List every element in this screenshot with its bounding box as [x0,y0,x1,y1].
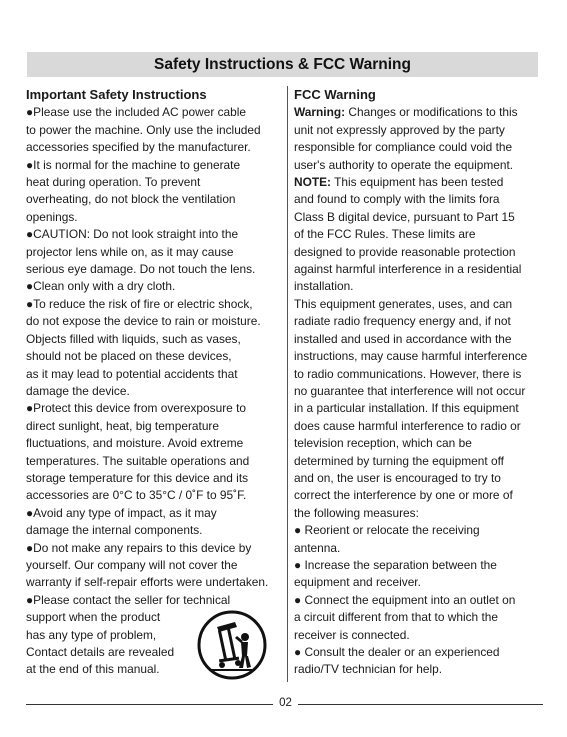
note-line [294,174,546,191]
safety-line: ●It is normal for the machine to generate [26,157,241,172]
fcc-warning-column [294,86,546,679]
note-line: no guarantee that interference will not occur [294,383,526,398]
safety-instructions-column [26,86,284,679]
note-line: This equipment generates, uses, and can [294,296,513,311]
note-first-text: This equipment has been tested [331,175,504,190]
note-line: Class B digital device, pursuant to Part 15 [294,209,515,224]
note-text [294,191,546,678]
column-divider [287,86,288,682]
safety-line: damage the device. [26,383,130,398]
safety-text [26,104,284,678]
page-number: 02 [279,697,292,709]
note-line: determined by turning the equipment off [294,453,504,468]
note-line: and found to comply with the limits fora [294,192,500,207]
cart-tip-over-warning-icon [197,610,267,680]
note-line: instructions, may cause harmful interference [294,349,528,364]
safety-line: ●Protect this device from overexposure to [26,401,246,416]
safety-line: serious eye damage. Do not touch the lens. [26,262,256,277]
safety-line: ●CAUTION: Do not look straight into the [26,227,239,242]
footer-rule-left [26,704,273,705]
safety-line: has any type of problem, [26,627,157,642]
safety-line: ●Please contact the seller for technical [26,592,231,607]
safety-line: support when the product [26,610,161,625]
warning-line: responsible for compliance could void the [294,140,513,155]
safety-line: to power the machine. Only use the included [26,122,261,137]
note-line: television reception, which can be [294,436,472,451]
safety-line: Objects filled with liquids, such as vases, [26,331,241,346]
safety-line: ●Clean only with a dry cloth. [26,279,176,294]
note-line: designed to provide reasonable protection [294,244,516,259]
safety-line: direct sunlight, heat, big temperature [26,418,220,433]
safety-line: ●Do not make any repairs to this device by [26,540,252,555]
fcc-heading: FCC Warning [294,87,376,102]
safety-line: as it may lead to potential accidents that [26,366,238,381]
safety-line: ●To reduce the risk of fire or electric shock, [26,296,253,311]
warning-line: user's authority to operate the equipment. [294,157,514,172]
safety-line: storage temperature for this device and its [26,470,249,485]
note-line: correct the interference by one or more of [294,488,513,503]
safety-line: ●Please use the included AC power cable [26,105,247,120]
warning-first-text: Changes or modifications to this [345,105,518,120]
note-label: NOTE: [294,175,331,190]
note-line: equipment and receiver. [294,575,421,590]
warning-line [294,104,546,121]
note-line: of the FCC Rules. These limits are [294,227,476,242]
safety-line: Contact details are revealed [26,645,175,659]
note-line: against harmful interference in a residential [294,262,522,277]
warning-line: unit not expressly approved by the party [294,122,505,137]
safety-line: yourself. Our company will not cover the [26,557,238,572]
safety-line: heat during operation. To prevent [26,175,201,190]
note-line: ● Connect the equipment into an outlet on [294,592,516,607]
safety-line: overheating, do not block the ventilation [26,192,236,207]
note-line: ● Consult the dealer or an experienced [294,645,500,659]
footer-rule-right [298,704,543,705]
safety-line: projector lens while on, as it may cause [26,244,234,259]
safety-line: do not expose the device to rain or moisture. [26,314,261,329]
note-line: ● Reorient or relocate the receiving [294,523,480,538]
note-line: the following measures: [294,505,419,520]
safety-line: accessories are 0°C to 35°C / 0˚F to 95˚F. [26,488,247,503]
safety-line: warranty if self-repair efforts were undertaken. [26,575,269,590]
safety-line: fluctuations, and moisture. Avoid extreme [26,436,244,451]
warning-label: Warning: [294,105,346,120]
note-line: in a particular installation. If this equipment [294,401,519,416]
note-line: installation. [294,279,354,294]
safety-line: damage the internal components. [26,523,203,538]
note-line: ● Increase the separation between the [294,557,497,572]
safety-line: ●Avoid any type of impact, as it may [26,505,217,520]
note-line: a circuit different from that to which the [294,610,498,625]
note-line: radio/TV technician for help. [294,662,443,677]
note-line: to radio communications. However, there is [294,366,522,381]
page-title: Safety Instructions & FCC Warning [27,52,538,77]
safety-line: openings. [26,209,78,224]
note-line: receiver is connected. [294,627,410,642]
safety-line: at the end of this manual. [26,662,160,677]
safety-line: accessories specified by the manufacturer. [26,140,251,155]
note-line: radiate radio frequency energy and, if not [294,314,511,329]
safety-line: should not be placed on these devices, [26,349,232,364]
warning-text [294,122,546,174]
note-line: installed and used in accordance with the [294,331,512,346]
note-line: does cause harmful interference to radio or [294,418,521,433]
safety-line: temperatures. The suitable operations and [26,453,250,468]
safety-heading: Important Safety Instructions [26,87,207,102]
note-line: and on, the user is encouraged to try to [294,470,501,485]
note-line: antenna. [294,540,341,555]
